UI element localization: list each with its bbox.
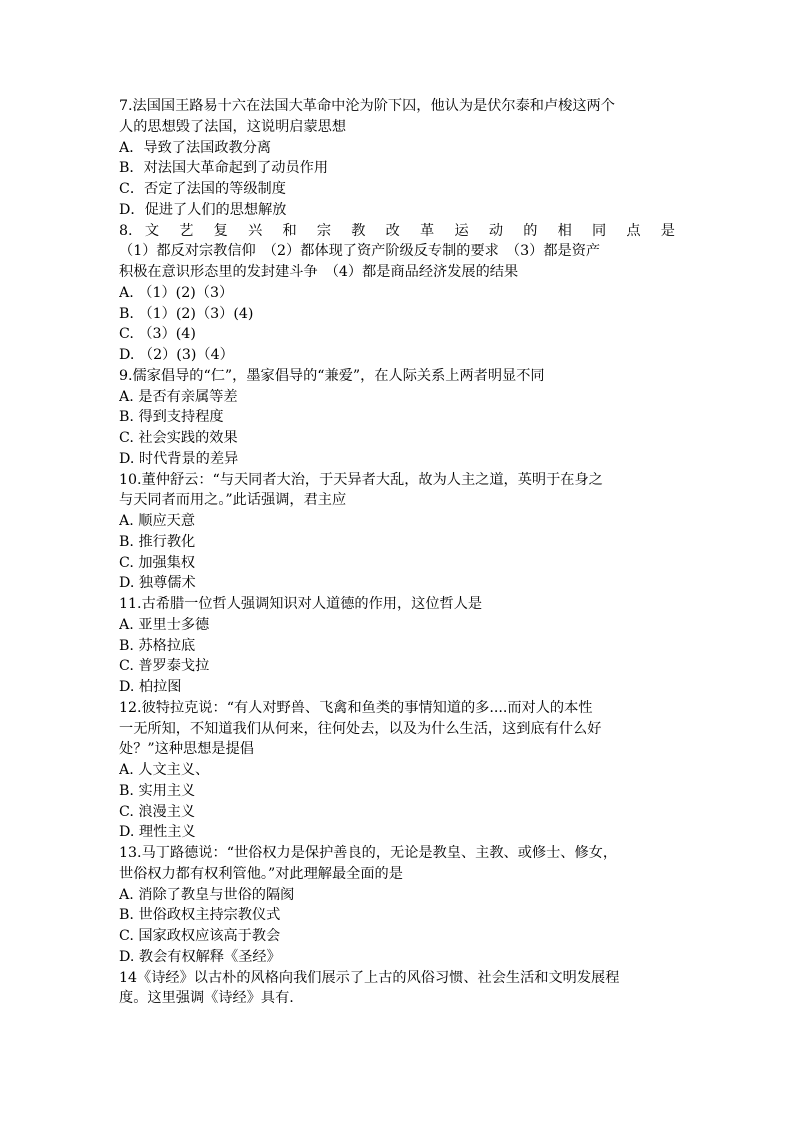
option-a: A. 亚里士多德: [119, 616, 210, 633]
question-stem: 世俗权力都有权利管他。”对此理解最全面的是: [119, 865, 403, 882]
option-b: B．对法国大革命起到了动员作用: [119, 160, 329, 177]
question-stem: （1）都反对宗教信仰 （2）都体现了资产阶级反专制的要求 （3）都是资产: [119, 243, 601, 260]
option-d: D. 教会有权解释《圣经》: [119, 948, 281, 965]
option-b: B. 苏格拉底: [119, 637, 196, 654]
question-11: [119, 594, 675, 698]
question-stem: 积极在意识形态里的发封建斗争 （4）都是商品经济发展的结果: [119, 264, 519, 280]
option-a: A. 人文主义、: [119, 762, 210, 778]
option-b: B. 得到支持程度: [119, 409, 224, 426]
question-stem: 7.法国国王路易十六在法国大革命中沦为阶下囚，他认为是伏尔泰和卢梭这两个: [119, 98, 615, 114]
option-b: B. 推行教化: [119, 533, 196, 550]
question-9: [119, 366, 675, 470]
option-b: B. （1）(2)（3）(4): [119, 305, 254, 322]
option-a: A. 消除了教皇与世俗的隔阂: [119, 886, 295, 903]
option-d: D．促进了人们的思想解放: [119, 201, 287, 218]
option-c: C．否定了法国的等级制度: [119, 181, 286, 197]
option-b: B. 实用主义: [119, 782, 196, 799]
option-c: C. 浪漫主义: [119, 803, 196, 820]
question-stem: 度。这里强调《诗经》具有.: [119, 990, 294, 1007]
option-c: C. 加强集权: [119, 554, 196, 571]
document-page: [119, 96, 675, 1009]
question-stem: 处？”这种思想是提倡: [119, 741, 254, 758]
question-stem: 与天同者而用之。”此话强调，君主应: [119, 492, 347, 509]
option-a: A. 是否有亲属等差: [119, 388, 238, 405]
question-7: [119, 96, 675, 221]
question-stem: 9.儒家倡导的“仁”，墨家倡导的“兼爱”，在人际关系上两者明显不同: [119, 367, 545, 384]
question-stem: 10.董仲舒云：“与天同者大治，于天异者大乱，故为人主之道，英明于在身之: [119, 471, 603, 488]
option-d: D. 独尊儒术: [119, 575, 196, 592]
option-c: C. 普罗泰戈拉: [119, 658, 210, 675]
question-stem: 人的思想毁了法国，这说明启蒙思想: [119, 118, 347, 135]
question-14: [119, 968, 675, 1010]
question-10: [119, 470, 675, 595]
option-d: D. 时代背景的差异: [119, 450, 239, 467]
question-8: [119, 221, 675, 366]
option-d: D. 柏拉图: [119, 679, 182, 695]
question-stem: 13.马丁路德说：“世俗权力是保护善良的，无论是教皇、主教、或修士、修女，: [119, 845, 618, 861]
question-12: [119, 698, 675, 843]
option-b: B. 世俗政权主持宗教仪式: [119, 907, 281, 924]
question-stem: 一无所知，不知道我们从何来，往何处去，以及为什么生活，这到底有什么好: [119, 720, 602, 737]
question-stem: 8. 文 艺 复 兴 和 宗 教 改 革 运 动 的 相 同 点 是: [119, 222, 675, 239]
option-c: C. 社会实践的效果: [119, 430, 238, 446]
question-stem: 14《诗经》以古朴的风格向我们展示了上古的风俗习惯、社会生活和文明发展程: [119, 969, 620, 986]
question-13: [119, 843, 675, 968]
option-d: D. （2）(3)（4）: [119, 347, 234, 363]
option-a: A．导致了法国政教分离: [119, 139, 272, 156]
question-stem: 12.彼特拉克说：“有人对野兽、飞禽和鱼类的事情知道的多....而对人的本性: [119, 699, 593, 716]
option-d: D. 理性主义: [119, 824, 196, 841]
question-stem: 11.古希腊一位哲人强调知识对人道德的作用，这位哲人是: [119, 596, 483, 612]
option-c: C. 国家政权应该高于教会: [119, 928, 281, 944]
option-a: A. （1）(2)（3）: [119, 284, 234, 301]
option-c: C. （3）(4): [119, 326, 196, 343]
option-a: A. 顺应天意: [119, 513, 196, 529]
